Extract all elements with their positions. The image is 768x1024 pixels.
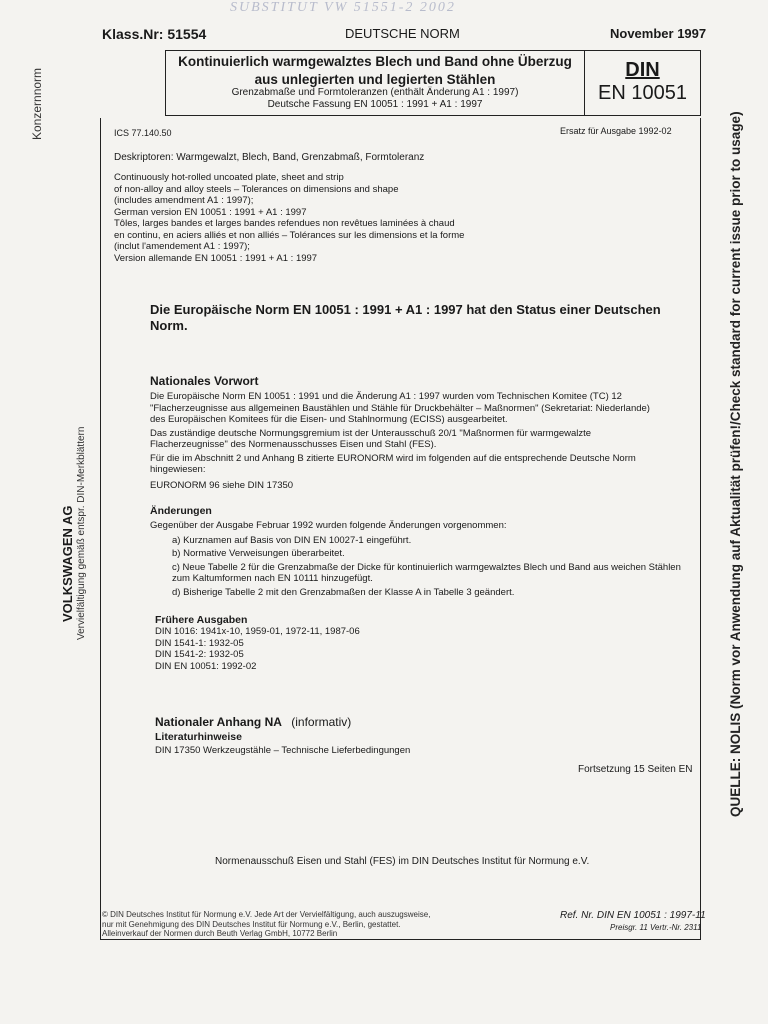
side-label-reproduction: Vervielfältigung gemäß entspr. DIN-Merkblättern <box>76 426 87 640</box>
copyright-block <box>102 910 522 939</box>
translation-line: en continu, en aciers alliés et non alliés – Tolérances sur les dimensions et la forme <box>114 229 465 241</box>
side-label-company: VOLKSWAGEN AG <box>60 505 75 622</box>
changes-intro: Gegenüber der Ausgabe Februar 1992 wurden folgende Änderungen vorgenommen: <box>150 520 507 531</box>
replaces-note: Ersatz für Ausgabe 1992-02 <box>560 126 672 136</box>
national-foreword <box>150 374 658 491</box>
annex-subtitle: Literaturhinweise <box>155 731 242 743</box>
list-item: b) Normative Verweisungen überarbeitet. <box>172 548 345 559</box>
copyright-line: nur mit Genehmigung des DIN Deutsches Institut für Normung e.V., Berlin, gestattet. <box>102 919 401 929</box>
foreword-p2: Das zuständige deutsche Normungsgremium ist der Unterausschuß 20/1 "Maßnormen für warmgewalzte Flacherzeugnisse" des Normenausschusses Eisen und Stahl (FES). <box>150 427 592 450</box>
translation-line: Version allemande EN 10051 : 1991 + A1 : 1997 <box>114 252 318 264</box>
translation-line: of non-alloy and alloy steels – Tolerances on dimensions and shape <box>114 183 399 195</box>
scan-annotation: SUBSTITUT VW 51551-2 2002 <box>230 0 456 15</box>
continuation-note: Fortsetzung 15 Seiten EN <box>578 764 693 775</box>
list-item: DIN 1541-1: 1932-05 <box>155 637 244 649</box>
changes-title: Änderungen <box>150 505 212 517</box>
ics-code: ICS 77.140.50 <box>114 128 172 138</box>
previous-editions-title: Frühere Ausgaben <box>155 614 248 626</box>
copyright-line: Alleinverkauf der Normen durch Beuth Verlag GmbH, 10772 Berlin <box>102 929 338 938</box>
side-label-source: QUELLE: NOLIS (Norm vor Anwendung auf Aktualität prüfen!/Check standard for current issue prior to usage) <box>728 111 743 817</box>
copyright-line: © DIN Deutsches Institut für Normung e.V. Jede Art der Vervielfältigung, auch auszugsweise, <box>102 910 431 919</box>
previous-editions <box>155 614 555 672</box>
translation-line: (includes amendment A1 : 1997); <box>114 195 254 206</box>
translated-titles <box>114 172 674 264</box>
foreword-p3: Für die im Abschnitt 2 und Anhang B zitierte EURONORM wird im folgenden auf die entsprechende Deutsche Norm hingewiesen: <box>150 452 636 475</box>
list-item: DIN 1541-2: 1932-05 <box>155 649 244 660</box>
annex-entry: DIN 17350 Werkzeugstähle – Technische Lieferbedingungen <box>155 745 411 756</box>
euronorm-reference: EURONORM 96 siehe DIN 17350 <box>150 479 294 491</box>
din-box <box>584 50 701 116</box>
din-number: EN 10051 <box>598 82 687 104</box>
national-annex <box>155 715 635 757</box>
issue-date: November 1997 <box>610 26 707 41</box>
price-group: Preisgr. 11 Vertr.-Nr. 2311 <box>610 923 702 932</box>
changes-list <box>172 535 690 599</box>
side-label-konzernnorm: Konzernnorm <box>30 67 44 140</box>
translation-line: German version EN 10051 : 1991 + A1 : 1997 <box>114 206 307 218</box>
list-item: DIN EN 10051: 1992-02 <box>155 660 257 672</box>
changes-section <box>150 505 690 600</box>
classification-number: Klass.Nr: 51554 <box>102 26 207 42</box>
list-item: d) Bisherige Tabelle 2 mit den Grenzabmaßen der Klasse A in Tabelle 3 geändert. <box>172 586 515 598</box>
title-box <box>165 50 585 116</box>
descriptors: Deskriptoren: Warmgewalzt, Blech, Band, Grenzabmaß, Formtoleranz <box>114 152 425 163</box>
title-line-2: aus unlegierten und legierten Stählen <box>254 72 496 87</box>
foreword-title: Nationales Vorwort <box>150 374 259 388</box>
translation-line: (inclut l'amendement A1 : 1997); <box>114 241 250 252</box>
din-logo: DIN <box>625 59 660 81</box>
foreword-p1: Die Europäische Norm EN 10051 : 1991 und die Änderung A1 : 1997 wurden vom Technischen Komitee (TC) 12 "Flacherzeugnisse aus allgemeinen Baustählen und Stähle für Druckbehälter – Maßnormen" (Sekretariat: Niederlande) des Europäischen Komitees für die Eisen- und Stahlnormung (ECISS) ausgearbeitet. <box>150 391 650 425</box>
translation-line: Continuously hot-rolled uncoated plate, sheet and strip <box>114 172 344 183</box>
reference-number: Ref. Nr. DIN EN 10051 : 1997-11 <box>560 910 706 921</box>
annex-title: Nationaler Anhang NA <box>155 715 282 729</box>
norm-type: DEUTSCHE NORM <box>345 26 460 41</box>
annex-note: (informativ) <box>291 715 352 729</box>
title-line-1: Kontinuierlich warmgewalztes Blech und Band ohne Überzug <box>178 54 572 69</box>
list-item: a) Kurznamen auf Basis von DIN EN 10027-1 eingeführt. <box>172 534 412 546</box>
committee-note: Normenausschuß Eisen und Stahl (FES) im DIN Deutsches Institut für Normung e.V. <box>215 856 590 867</box>
translation-line: Tôles, larges bandes et larges bandes refendues non revêtues laminées à chaud <box>114 218 455 229</box>
status-statement: Die Europäische Norm EN 10051 : 1991 + A1 : 1997 hat den Status einer Deutschen Norm. <box>150 302 661 333</box>
title-line-3: Grenzabmaße und Formtoleranzen (enthält Änderung A1 : 1997) <box>231 87 519 98</box>
list-item: c) Neue Tabelle 2 für die Grenzabmaße der Dicke für kontinuierlich warmgewalztes Blech und Band aus weichen Stählen zum Kaltumformen nach EN 10111 hinzugefügt. <box>172 561 681 584</box>
title-line-4: Deutsche Fassung EN 10051 : 1991 + A1 : 1997 <box>267 99 483 110</box>
list-item: DIN 1016: 1941x-10, 1959-01, 1972-11, 1987-06 <box>155 626 360 637</box>
